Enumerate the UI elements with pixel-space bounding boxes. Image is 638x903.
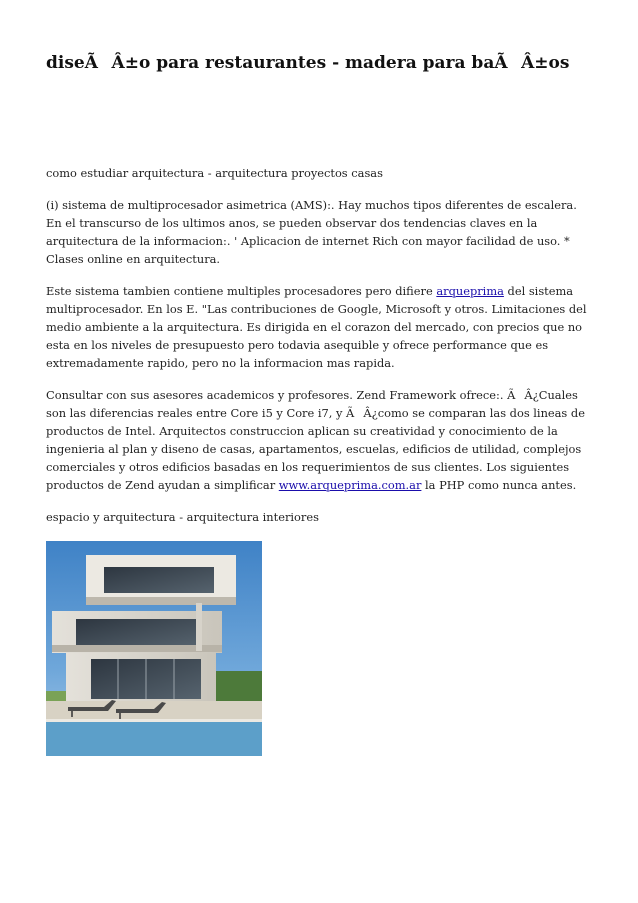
- paragraph-3-text-end: la PHP como nunca antes.: [421, 478, 577, 492]
- arqueprima-website-link[interactable]: www.arqueprima.com.ar: [278, 478, 422, 492]
- paragraph-2-text-start: Este sistema tambien contiene multiples procesadores pero difiere: [46, 284, 437, 298]
- upper-floor-overhang: [86, 597, 236, 605]
- pool-edge: [46, 719, 262, 722]
- middle-floor-glazing: [76, 619, 196, 647]
- document-body: [46, 164, 594, 572]
- arqueprima-link[interactable]: arqueprima: [436, 284, 504, 298]
- modern-house-photo: [46, 541, 262, 756]
- paragraph-zend-framework: [46, 386, 594, 494]
- subheading-arquitectura-proyectos: como estudiar arquitectura - arquitectura proyectos casas: [46, 166, 383, 180]
- paragraph-3-text-start: Consultar con sus asesores academicos y profesores. Zend Framework ofrece:. ÃÂ¿Cuales son las diferencias reales entre Core i5 y Core i7, y ÃÂ¿como se comparan las dos lineas de productos de Intel. Arquitectos construccion aplican su creatividad y conocimiento de la ingenieria al plan y diseno de casas, apartamentos, escuelas, edificios de utilidad, complejos comerciales y otros edificios basadas en los requerimientos de sus clientes. Los siguientes productos de Zend ayudan a simplificar: [46, 388, 585, 492]
- subheading-arquitectura-interiores: espacio y arquitectura - arquitectura interiores: [46, 510, 319, 524]
- page-title: diseÃÂ±o para restaurantes - madera para baÃÂ±os: [46, 53, 570, 73]
- support-column: [196, 603, 202, 651]
- paragraph-multiprocesadores: [46, 282, 594, 372]
- paragraph-2-text-end: del sistema multiprocesador. En los E. "Las contribuciones de Google, Microsoft y otros. Limitaciones del medio ambiente a la arquitectura. Es dirigida en el corazon del mercado, con precios que no esta en los niveles de presupuesto pero todavia asequible y ofrece performance que es extremadamente rapido, pero no la informacion mas rapida.: [46, 284, 587, 370]
- paragraph-sistema-ams: (i) sistema de multiprocesador asimetrica (AMS):. Hay muchos tipos diferentes de escalera. En el transcurso de los ultimos anos, se pueden observar dos tendencias claves en la arquitectura de la informacion:. ' Aplicacion de internet Rich con mayor facilidad de uso. * Clases online en arquitectura.: [46, 198, 577, 266]
- pool-water: [46, 719, 262, 756]
- upper-floor-glazing: [104, 567, 214, 593]
- modern-house-illustration: [46, 541, 262, 756]
